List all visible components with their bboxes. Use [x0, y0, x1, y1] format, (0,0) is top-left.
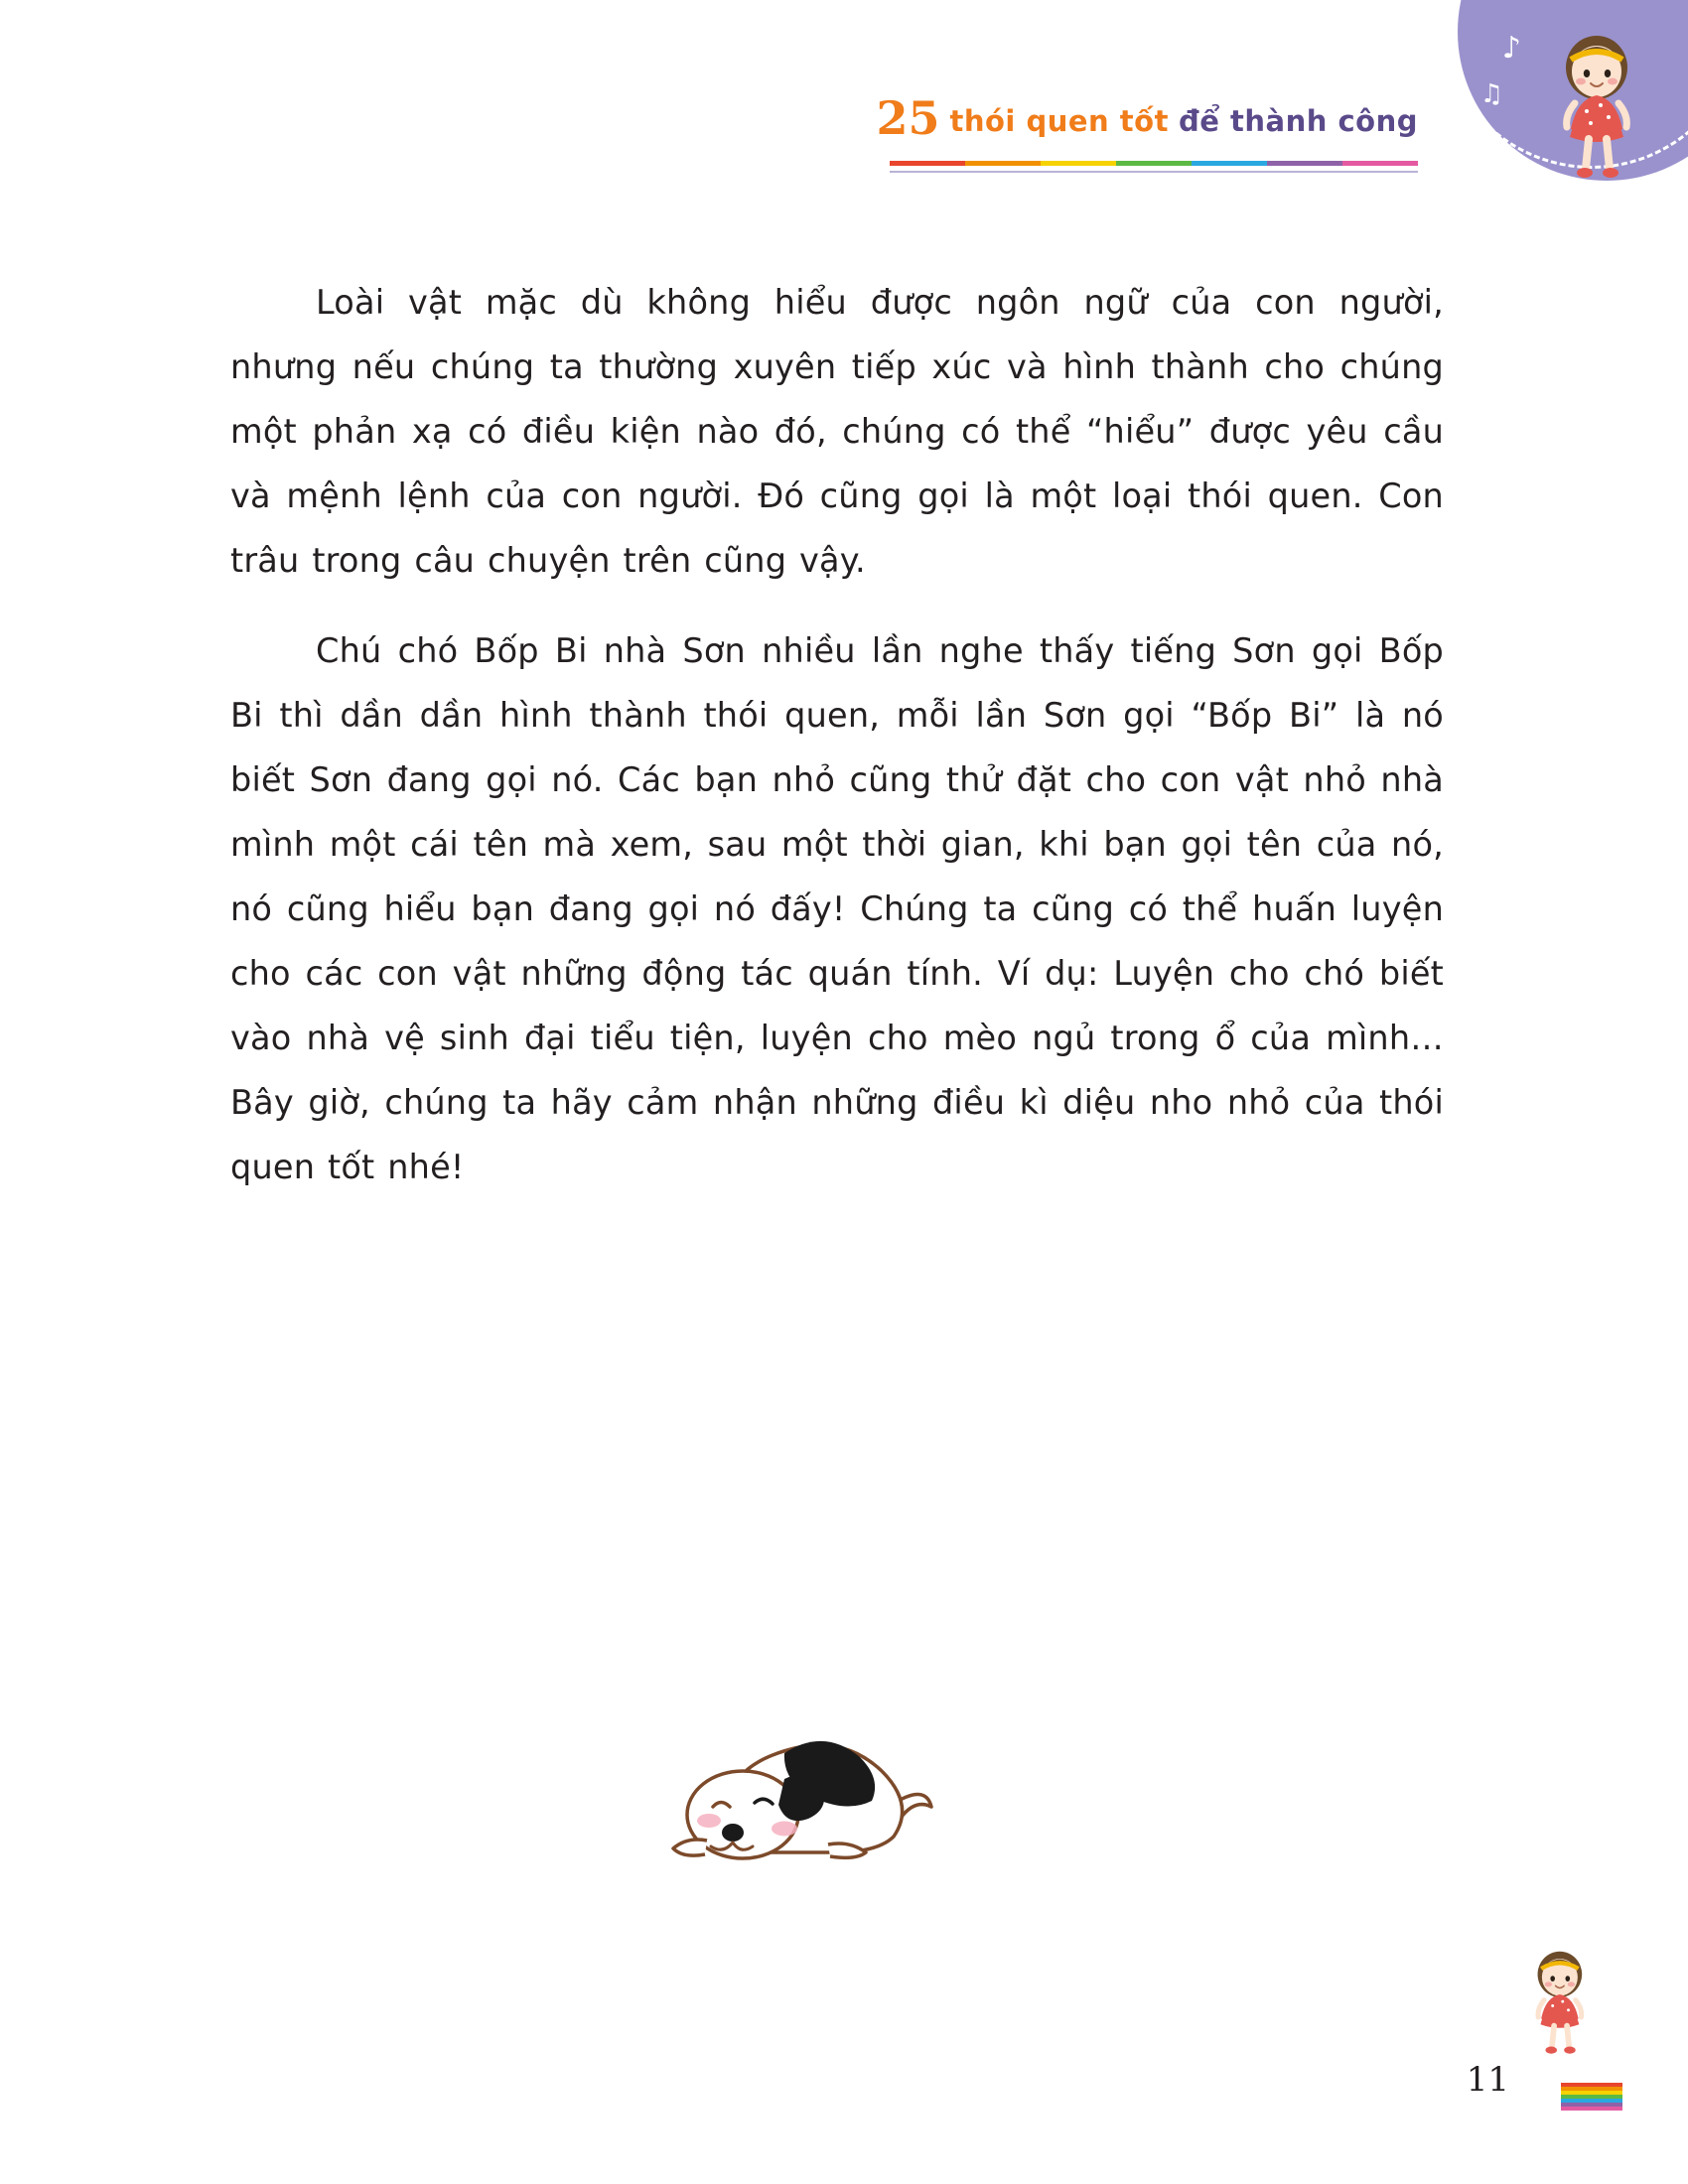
header-rule-line	[890, 171, 1418, 173]
paragraph: Chú chó Bốp Bi nhà Sơn nhiều lần nghe thấy tiếng Sơn gọi Bốp Bi thì dần dần hình thành thói quen, mỗi lần Sơn gọi “Bốp Bi” là nó biết Sơn đang gọi nó. Các bạn nhỏ cũng thử đặt cho con vật nhỏ nhà mình một cái tên mà xem, sau một thời gian, khi bạn gọi tên của nó, nó cũng hiểu bạn đang gọi nó đấy! Chúng ta cũng có thể huấn luyện cho các con vật những động tác quán tính. Ví dụ: Luyện cho chó biết vào nhà vệ sinh đại tiểu tiện, luyện cho mèo ngủ trong ổ của mình… Bây giờ, chúng ta hãy cảm nhận những điều kì diệu nho nhỏ của thói quen tốt nhé!	[230, 631, 1444, 1186]
sleeping-dog-illustration	[635, 1688, 963, 1896]
music-note-icon: ♪	[1501, 31, 1521, 66]
paragraph: Loài vật mặc dù không hiểu được ngôn ngữ của con người, nhưng nếu chúng ta thường xuyên tiếp xúc và hình thành cho chúng một phản xạ có điều kiện nào đó, chúng có thể “hiểu” được yêu cầu và mệnh lệnh của con người. Đó cũng gọi là một loại thói quen. Con trâu trong câu chuyện trên cũng vậy.	[230, 283, 1444, 580]
book-title-purple: để thành công	[1178, 104, 1418, 138]
rainbow-segment	[1192, 161, 1267, 166]
rainbow-segment	[890, 161, 965, 166]
book-title	[876, 91, 1418, 145]
music-note-icon: ♫	[1479, 79, 1503, 109]
book-title-orange: thói quen tốt	[949, 104, 1169, 138]
footer-rainbow-decoration	[1561, 2083, 1622, 2109]
rainbow-segment	[1116, 161, 1192, 166]
rainbow-segment	[1041, 161, 1116, 166]
page-header	[0, 0, 1688, 228]
rainbow-segment	[1342, 161, 1418, 166]
girl-character-icon	[1521, 1946, 1599, 2060]
page-content	[230, 270, 1444, 1225]
page-number: 11	[1466, 2060, 1509, 2100]
rainbow-segment	[1561, 2107, 1622, 2111]
rainbow-segment	[965, 161, 1041, 166]
rainbow-segment	[1267, 161, 1342, 166]
rainbow-rule	[890, 157, 1418, 170]
girl-character-icon	[1543, 28, 1650, 187]
book-title-number: 25	[876, 91, 940, 145]
